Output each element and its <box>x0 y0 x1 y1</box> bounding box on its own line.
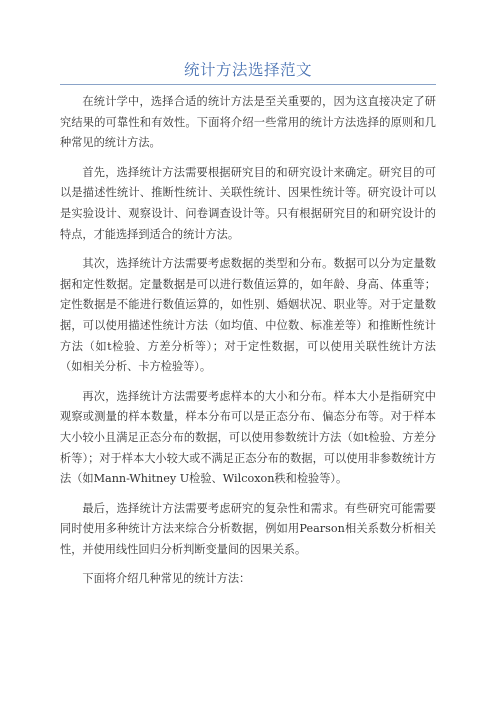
paragraph-third: 再次，选择统计方法需要考虑样本的大小和分布。样本大小是指研究中观察或测量的样本数量，样本分布可以是正态分布、偏态分布等。对于样本大小较小且满足正态分布的数据，可以使用参数统计方法（如t检验、方差分析等）；对于样本大小较大或不满足正态分布的数据，可以使用非参数统计方法（如Mann-Whitney U检验、Wilcoxon秩和检验等）。 <box>60 389 436 486</box>
title-divider <box>60 84 436 85</box>
paragraph-second: 其次，选择统计方法需要考虑数据的类型和分布。数据可以分为定量数据和定性数据。定量数据是可以进行数值运算的，如年龄、身高、体重等；定性数据是不能进行数值运算的，如性别、婚姻状况、职业等。对于定量数据，可以使用描述性统计方法（如均值、中位数、标准差等）和推断性统计方法（如t检验、方差分析等）；对于定性数据，可以使用关联性统计方法（如相关分析、卡方检验等）。 <box>60 257 436 374</box>
paragraph-intro: 在统计学中，选择合适的统计方法是至关重要的，因为这直接决定了研究结果的可靠性和有效性。下面将介绍一些常用的统计方法选择的原则和几种常见的统计方法。 <box>60 95 436 150</box>
paragraph-first: 首先，选择统计方法需要根据研究目的和研究设计来确定。研究目的可以是描述性统计、推断性统计、关联性统计、因果性统计等。研究设计可以是实验设计、观察设计、问卷调查设计等。只有根据研究目的和研究设计的特点，才能选择到适合的统计方法。 <box>60 165 436 241</box>
paragraph-last: 最后，选择统计方法需要考虑研究的复杂性和需求。有些研究可能需要同时使用多种统计方法来综合分析数据，例如用Pearson相关系数分析相关性，并使用线性回归分析判断变量间的因果关系。 <box>60 501 436 556</box>
paragraph-intro-methods: 下面将介绍几种常见的统计方法： <box>82 572 251 586</box>
document-body <box>60 92 436 599</box>
document-title: 统计方法选择范文 <box>183 61 312 79</box>
